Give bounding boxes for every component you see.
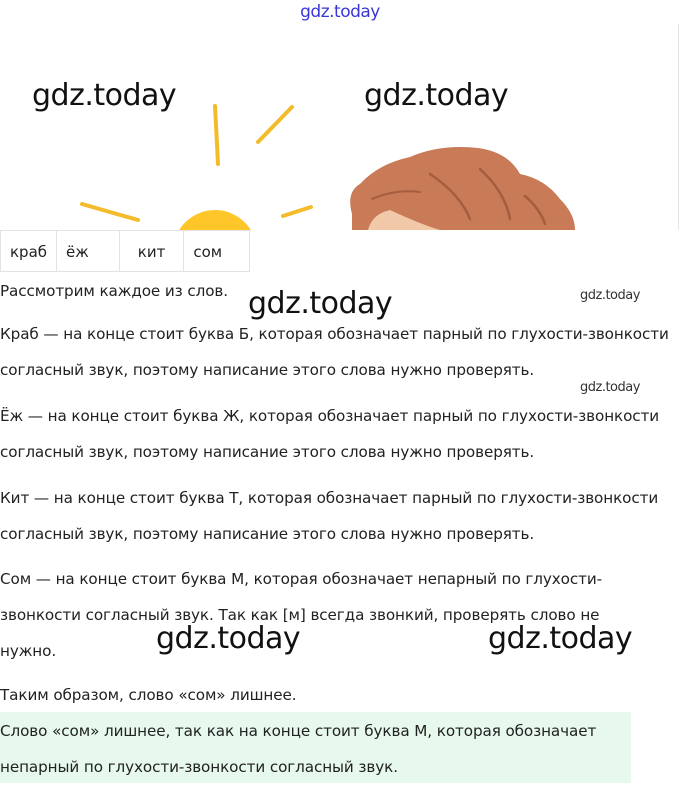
watermark-text-small: gdz.today [580,380,640,395]
illustration [0,24,680,230]
word-cell: сом [193,243,223,261]
answer-text: Слово «сом» лишнее, так как на конце стоит буква М, которая обозначает непарный по глухости-звонкости согласный звук. [0,722,597,776]
watermark-bottom-right: gdz.today [488,621,633,656]
watermark-image-left: gdz.today [32,78,177,113]
paragraph-som: Сом — на конце стоит буква М, которая обозначает непарный по глухости-звонкости согласный звук. Так как [м] всегда звонкий, проверять слово не нужно. [0,570,602,660]
paragraph-conclusion: Таким образом, слово «сом» лишнее. [0,686,297,704]
watermark-image-right: gdz.today [364,78,509,113]
word-cell: краб [1,231,57,271]
boy-hair-icon [350,147,575,230]
watermark-bottom-left: gdz.today [156,621,301,656]
words-table [0,230,250,272]
paragraph-kit: Кит — на конце стоит буква Т, которая обозначает парный по глухости-звонкости согласный звук, поэтому написание этого слова нужно проверять. [0,489,659,543]
watermark-text-center: gdz.today [248,286,393,321]
word-cell: кит [120,231,185,271]
watermark-text-small: gdz.today [580,288,640,303]
sun-icon [82,106,311,230]
paragraph-krab: Краб — на конце стоит буква Б, которая обозначает парный по глухости-звонкости согласный звук, поэтому написание этого слова нужно проверять. [0,325,669,379]
paragraph-intro: Рассмотрим каждое из слов. [0,282,228,300]
word-cell: ёж [57,231,120,271]
paragraph-ezh: Ёж — на конце стоит буква Ж, которая обозначает парный по глухости-звонкости согласный звук, поэтому написание этого слова нужно проверять. [0,407,660,461]
watermark-top: gdz.today [300,2,380,22]
divider-line [678,24,679,230]
